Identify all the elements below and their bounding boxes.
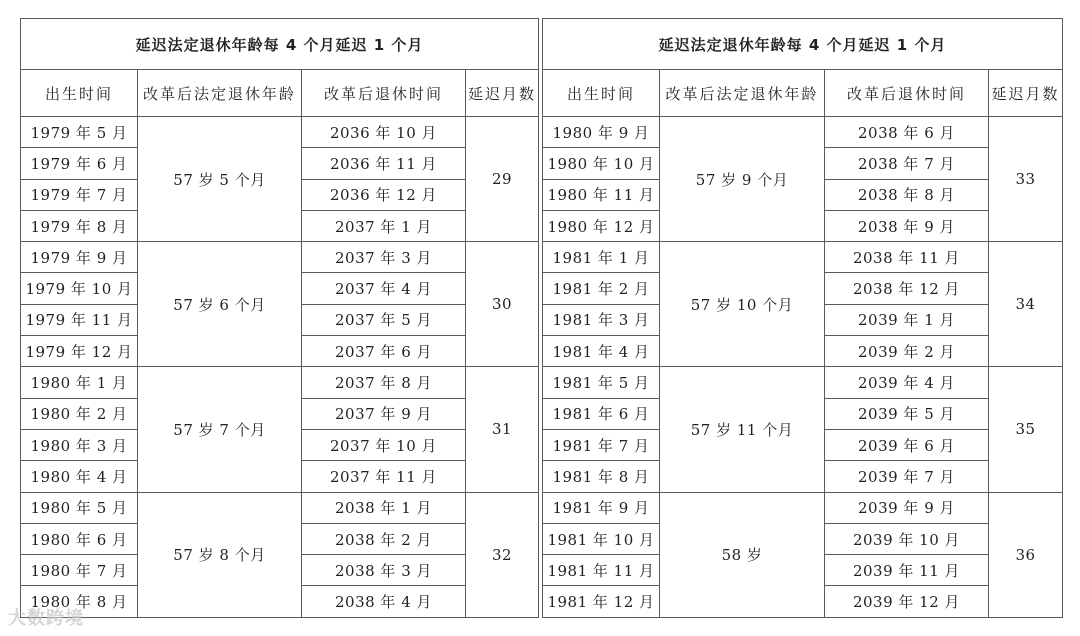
birth-time-cell: 1979 年 7 月 bbox=[21, 179, 138, 210]
table-title: 延迟法定退休年龄每 4 个月延迟 1 个月 bbox=[21, 19, 539, 70]
header-birth-time: 出生时间 bbox=[543, 70, 660, 117]
delay-months-cell: 34 bbox=[989, 242, 1063, 367]
birth-time-cell: 1979 年 9 月 bbox=[21, 242, 138, 273]
birth-time-cell: 1980 年 8 月 bbox=[21, 586, 138, 617]
table-body-left bbox=[21, 19, 539, 618]
retirement-age-cell: 57 岁 10 个月 bbox=[660, 242, 825, 367]
retirement-time-cell: 2038 年 6 月 bbox=[825, 117, 989, 148]
delay-months-cell: 35 bbox=[989, 367, 1063, 492]
birth-time-cell: 1979 年 5 月 bbox=[21, 117, 138, 148]
retirement-time-cell: 2037 年 10 月 bbox=[302, 429, 466, 460]
birth-time-cell: 1980 年 6 月 bbox=[21, 523, 138, 554]
retirement-time-cell: 2039 年 4 月 bbox=[825, 367, 989, 398]
retirement-age-cell: 57 岁 5 个月 bbox=[138, 117, 302, 242]
header-retirement-time: 改革后退休时间 bbox=[825, 70, 989, 117]
delay-months-cell: 31 bbox=[466, 367, 539, 492]
retirement-time-cell: 2039 年 9 月 bbox=[825, 492, 989, 523]
retirement-time-cell: 2039 年 5 月 bbox=[825, 398, 989, 429]
retirement-time-cell: 2038 年 9 月 bbox=[825, 210, 989, 241]
retirement-time-cell: 2037 年 11 月 bbox=[302, 461, 466, 492]
birth-time-cell: 1981 年 9 月 bbox=[543, 492, 660, 523]
birth-time-cell: 1981 年 6 月 bbox=[543, 398, 660, 429]
watermark: 大数跨境 bbox=[8, 608, 84, 629]
table-row bbox=[21, 492, 539, 523]
birth-time-cell: 1980 年 5 月 bbox=[21, 492, 138, 523]
retirement-time-cell: 2038 年 7 月 bbox=[825, 148, 989, 179]
birth-time-cell: 1980 年 12 月 bbox=[543, 210, 660, 241]
birth-time-cell: 1981 年 12 月 bbox=[543, 586, 660, 617]
birth-time-cell: 1979 年 12 月 bbox=[21, 336, 138, 367]
retirement-time-cell: 2038 年 2 月 bbox=[302, 523, 466, 554]
retirement-age-cell: 57 岁 8 个月 bbox=[138, 492, 302, 617]
retirement-time-cell: 2038 年 1 月 bbox=[302, 492, 466, 523]
birth-time-cell: 1981 年 11 月 bbox=[543, 555, 660, 586]
header-retirement-age: 改革后法定退休年龄 bbox=[138, 70, 302, 117]
retirement-time-cell: 2038 年 11 月 bbox=[825, 242, 989, 273]
birth-time-cell: 1981 年 7 月 bbox=[543, 429, 660, 460]
birth-time-cell: 1980 年 11 月 bbox=[543, 179, 660, 210]
birth-time-cell: 1979 年 8 月 bbox=[21, 210, 138, 241]
retirement-time-cell: 2039 年 12 月 bbox=[825, 586, 989, 617]
table-row bbox=[543, 492, 1063, 523]
retirement-time-cell: 2038 年 8 月 bbox=[825, 179, 989, 210]
retirement-time-cell: 2037 年 6 月 bbox=[302, 336, 466, 367]
birth-time-cell: 1980 年 7 月 bbox=[21, 555, 138, 586]
birth-time-cell: 1981 年 10 月 bbox=[543, 523, 660, 554]
birth-time-cell: 1981 年 2 月 bbox=[543, 273, 660, 304]
header-retirement-age: 改革后法定退休年龄 bbox=[660, 70, 825, 117]
table-title: 延迟法定退休年龄每 4 个月延迟 1 个月 bbox=[543, 19, 1063, 70]
retirement-age-cell: 57 岁 7 个月 bbox=[138, 367, 302, 492]
header-delay-months: 延迟月数 bbox=[989, 70, 1063, 117]
delay-months-cell: 36 bbox=[989, 492, 1063, 617]
birth-time-cell: 1981 年 4 月 bbox=[543, 336, 660, 367]
birth-time-cell: 1980 年 4 月 bbox=[21, 461, 138, 492]
birth-time-cell: 1981 年 1 月 bbox=[543, 242, 660, 273]
table-row bbox=[543, 242, 1063, 273]
retirement-time-cell: 2039 年 6 月 bbox=[825, 429, 989, 460]
retirement-age-cell: 57 岁 6 个月 bbox=[138, 242, 302, 367]
table-row bbox=[21, 367, 539, 398]
retirement-time-cell: 2039 年 2 月 bbox=[825, 336, 989, 367]
header-birth-time: 出生时间 bbox=[21, 70, 138, 117]
retirement-age-cell: 57 岁 11 个月 bbox=[660, 367, 825, 492]
birth-time-cell: 1980 年 9 月 bbox=[543, 117, 660, 148]
retirement-time-cell: 2038 年 3 月 bbox=[302, 555, 466, 586]
retirement-time-cell: 2037 年 1 月 bbox=[302, 210, 466, 241]
retirement-time-cell: 2037 年 4 月 bbox=[302, 273, 466, 304]
table-body-right bbox=[543, 19, 1063, 618]
birth-time-cell: 1981 年 5 月 bbox=[543, 367, 660, 398]
birth-time-cell: 1980 年 10 月 bbox=[543, 148, 660, 179]
birth-time-cell: 1979 年 10 月 bbox=[21, 273, 138, 304]
retirement-time-cell: 2039 年 7 月 bbox=[825, 461, 989, 492]
retirement-time-cell: 2037 年 5 月 bbox=[302, 304, 466, 335]
retirement-time-cell: 2039 年 10 月 bbox=[825, 523, 989, 554]
retirement-time-cell: 2038 年 4 月 bbox=[302, 586, 466, 617]
table-row bbox=[543, 117, 1063, 148]
birth-time-cell: 1980 年 2 月 bbox=[21, 398, 138, 429]
retirement-table-right bbox=[542, 18, 1063, 618]
delay-months-cell: 30 bbox=[466, 242, 539, 367]
retirement-time-cell: 2036 年 10 月 bbox=[302, 117, 466, 148]
retirement-age-cell: 58 岁 bbox=[660, 492, 825, 617]
header-retirement-time: 改革后退休时间 bbox=[302, 70, 466, 117]
retirement-time-cell: 2039 年 11 月 bbox=[825, 555, 989, 586]
retirement-age-cell: 57 岁 9 个月 bbox=[660, 117, 825, 242]
retirement-time-cell: 2036 年 12 月 bbox=[302, 179, 466, 210]
birth-time-cell: 1979 年 6 月 bbox=[21, 148, 138, 179]
birth-time-cell: 1980 年 3 月 bbox=[21, 429, 138, 460]
retirement-time-cell: 2037 年 3 月 bbox=[302, 242, 466, 273]
retirement-time-cell: 2036 年 11 月 bbox=[302, 148, 466, 179]
table-row bbox=[21, 242, 539, 273]
retirement-time-cell: 2038 年 12 月 bbox=[825, 273, 989, 304]
delay-months-cell: 33 bbox=[989, 117, 1063, 242]
retirement-table-left bbox=[20, 18, 539, 618]
retirement-time-cell: 2037 年 9 月 bbox=[302, 398, 466, 429]
retirement-time-cell: 2039 年 1 月 bbox=[825, 304, 989, 335]
birth-time-cell: 1979 年 11 月 bbox=[21, 304, 138, 335]
delay-months-cell: 32 bbox=[466, 492, 539, 617]
birth-time-cell: 1980 年 1 月 bbox=[21, 367, 138, 398]
delay-months-cell: 29 bbox=[466, 117, 539, 242]
table-row bbox=[21, 117, 539, 148]
table-row bbox=[543, 367, 1063, 398]
header-delay-months: 延迟月数 bbox=[466, 70, 539, 117]
birth-time-cell: 1981 年 3 月 bbox=[543, 304, 660, 335]
birth-time-cell: 1981 年 8 月 bbox=[543, 461, 660, 492]
retirement-time-cell: 2037 年 8 月 bbox=[302, 367, 466, 398]
